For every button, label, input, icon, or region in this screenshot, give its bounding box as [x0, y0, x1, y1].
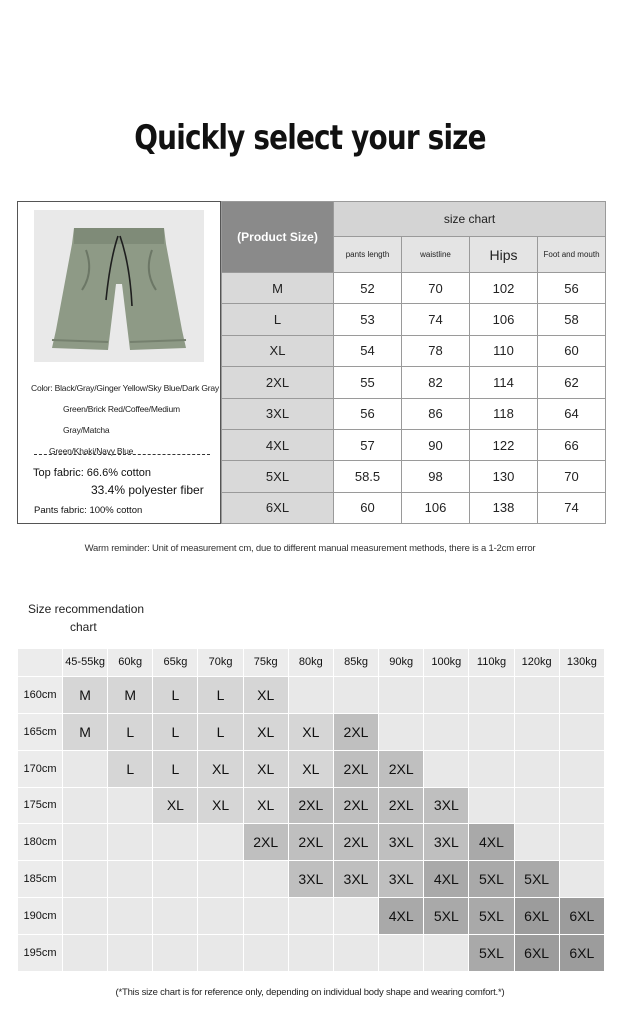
- empty-cell: [63, 751, 107, 787]
- height-label: 185cm: [18, 861, 62, 897]
- recommendation-row: [18, 788, 604, 824]
- empty-cell: [515, 788, 559, 824]
- empty-cell: [289, 935, 333, 971]
- empty-cell: [198, 824, 242, 860]
- size-value: 122: [470, 429, 538, 460]
- recommended-size: 2XL: [289, 788, 333, 824]
- recommended-size: L: [198, 714, 242, 750]
- shorts-icon: [34, 210, 204, 362]
- weight-header: 60kg: [108, 649, 152, 676]
- recommended-size: XL: [289, 714, 333, 750]
- recommended-size: 2XL: [334, 751, 378, 787]
- column-header: pants length: [334, 237, 402, 273]
- empty-cell: [560, 824, 604, 860]
- size-value: 53: [334, 304, 402, 335]
- recommended-size: 3XL: [334, 861, 378, 897]
- empty-cell: [63, 788, 107, 824]
- empty-cell: [153, 898, 197, 934]
- empty-cell: [424, 677, 468, 713]
- empty-cell: [289, 677, 333, 713]
- empty-cell: [469, 677, 513, 713]
- size-value: 56: [538, 273, 606, 304]
- size-value: 66: [538, 429, 606, 460]
- weight-header: 75kg: [244, 649, 288, 676]
- recommended-size: XL: [289, 751, 333, 787]
- weight-header: 90kg: [379, 649, 423, 676]
- weight-header: 120kg: [515, 649, 559, 676]
- recommended-size: 4XL: [379, 898, 423, 934]
- weight-header: 100kg: [424, 649, 468, 676]
- recommendation-row: [18, 935, 604, 971]
- empty-cell: [63, 898, 107, 934]
- empty-cell: [63, 824, 107, 860]
- size-value: 70: [538, 461, 606, 492]
- size-row: [222, 492, 606, 523]
- height-label: 170cm: [18, 751, 62, 787]
- recommended-size: 2XL: [379, 751, 423, 787]
- empty-cell: [424, 935, 468, 971]
- recommended-size: 5XL: [469, 898, 513, 934]
- size-value: 102: [470, 273, 538, 304]
- size-value: 64: [538, 398, 606, 429]
- empty-cell: [379, 714, 423, 750]
- recommended-size: 5XL: [469, 935, 513, 971]
- recommended-size: XL: [244, 751, 288, 787]
- empty-cell: [560, 751, 604, 787]
- recommended-size: 3XL: [379, 861, 423, 897]
- recommendation-row: [18, 824, 604, 860]
- weight-header: 70kg: [198, 649, 242, 676]
- size-table: [221, 201, 606, 524]
- empty-cell: [108, 898, 152, 934]
- recommended-size: 2XL: [334, 788, 378, 824]
- size-value: 110: [470, 335, 538, 366]
- recommended-size: 2XL: [379, 788, 423, 824]
- size-value: 62: [538, 367, 606, 398]
- column-header: Hips: [470, 237, 538, 273]
- empty-cell: [244, 861, 288, 897]
- column-header: waistline: [402, 237, 470, 273]
- recommended-size: 3XL: [289, 861, 333, 897]
- recommended-size: 3XL: [379, 824, 423, 860]
- size-value: 86: [402, 398, 470, 429]
- empty-cell: [108, 824, 152, 860]
- empty-cell: [108, 861, 152, 897]
- recommendation-table: [17, 648, 605, 972]
- size-label: 2XL: [222, 367, 334, 398]
- recommended-size: 2XL: [334, 714, 378, 750]
- recommendation-row: [18, 898, 604, 934]
- empty-cell: [560, 861, 604, 897]
- recommended-size: M: [63, 677, 107, 713]
- empty-cell: [334, 935, 378, 971]
- empty-cell: [244, 898, 288, 934]
- empty-cell: [63, 935, 107, 971]
- product-size-header: (Product Size): [222, 202, 334, 273]
- weight-header: 65kg: [153, 649, 197, 676]
- size-row: [222, 398, 606, 429]
- footnote: (*This size chart is for reference only, depending on individual body shape and wearing comfort.*): [115, 987, 505, 998]
- size-row: [222, 273, 606, 304]
- recommended-size: 5XL: [469, 861, 513, 897]
- empty-cell: [560, 788, 604, 824]
- empty-cell: [334, 898, 378, 934]
- recommendation-row: [18, 751, 604, 787]
- size-value: 58: [538, 304, 606, 335]
- size-value: 78: [402, 335, 470, 366]
- recommended-size: 6XL: [515, 898, 559, 934]
- size-value: 57: [334, 429, 402, 460]
- weight-header: 85kg: [334, 649, 378, 676]
- color-options: Color: Black/Gray/Ginger Yellow/Sky Blue/Dark Gray Green/Brick Red/Coffee/Medium Gray/Matcha Green/Khaki/Navy Blue: [31, 383, 219, 456]
- size-label: 3XL: [222, 398, 334, 429]
- empty-cell: [515, 677, 559, 713]
- size-value: 52: [334, 273, 402, 304]
- recommended-size: L: [153, 751, 197, 787]
- empty-cell: [153, 824, 197, 860]
- empty-cell: [108, 935, 152, 971]
- recommended-size: 6XL: [560, 935, 604, 971]
- size-chart-header: size chart: [334, 202, 606, 237]
- empty-cell: [289, 898, 333, 934]
- empty-cell: [334, 677, 378, 713]
- size-label: 6XL: [222, 492, 334, 523]
- empty-cell: [424, 714, 468, 750]
- empty-cell: [198, 898, 242, 934]
- size-value: 82: [402, 367, 470, 398]
- divider: [34, 454, 210, 455]
- recommended-size: L: [153, 677, 197, 713]
- recommended-size: XL: [244, 677, 288, 713]
- size-label: 5XL: [222, 461, 334, 492]
- size-value: 138: [470, 492, 538, 523]
- recommended-size: 2XL: [334, 824, 378, 860]
- size-value: 60: [334, 492, 402, 523]
- empty-cell: [153, 861, 197, 897]
- corner-cell: [18, 649, 62, 676]
- empty-cell: [63, 861, 107, 897]
- empty-cell: [560, 714, 604, 750]
- recommended-size: 4XL: [469, 824, 513, 860]
- recommendation-row: [18, 677, 604, 713]
- height-label: 180cm: [18, 824, 62, 860]
- weight-header: 130kg: [560, 649, 604, 676]
- weight-header: 80kg: [289, 649, 333, 676]
- recommended-size: 6XL: [515, 935, 559, 971]
- size-value: 56: [334, 398, 402, 429]
- empty-cell: [198, 935, 242, 971]
- product-info-panel: [17, 201, 221, 524]
- size-row: [222, 429, 606, 460]
- recommended-size: M: [63, 714, 107, 750]
- recommended-size: 3XL: [424, 788, 468, 824]
- column-header: Foot and mouth: [538, 237, 606, 273]
- size-value: 114: [470, 367, 538, 398]
- recommended-size: L: [108, 714, 152, 750]
- empty-cell: [469, 751, 513, 787]
- page-title: Quickly select your size: [134, 118, 486, 158]
- recommended-size: L: [198, 677, 242, 713]
- size-chart-section: [17, 201, 605, 524]
- shorts-image: [34, 210, 204, 362]
- size-value: 74: [538, 492, 606, 523]
- recommended-size: 2XL: [244, 824, 288, 860]
- empty-cell: [424, 751, 468, 787]
- top-fabric-polyester: 33.4% polyester fiber: [91, 483, 204, 497]
- size-row: [222, 461, 606, 492]
- height-label: 190cm: [18, 898, 62, 934]
- recommended-size: 2XL: [289, 824, 333, 860]
- size-value: 130: [470, 461, 538, 492]
- recommended-size: 5XL: [424, 898, 468, 934]
- size-label: L: [222, 304, 334, 335]
- recommended-size: 5XL: [515, 861, 559, 897]
- empty-cell: [108, 788, 152, 824]
- recommended-size: XL: [153, 788, 197, 824]
- height-label: 195cm: [18, 935, 62, 971]
- recommended-size: L: [108, 751, 152, 787]
- size-value: 90: [402, 429, 470, 460]
- recommendation-row: [18, 861, 604, 897]
- pants-fabric: Pants fabric: 100% cotton: [34, 505, 143, 516]
- empty-cell: [244, 935, 288, 971]
- empty-cell: [560, 677, 604, 713]
- size-row: [222, 335, 606, 366]
- height-label: 160cm: [18, 677, 62, 713]
- size-value: 60: [538, 335, 606, 366]
- empty-cell: [469, 714, 513, 750]
- recommendation-row: [18, 714, 604, 750]
- empty-cell: [515, 824, 559, 860]
- size-label: 4XL: [222, 429, 334, 460]
- height-label: 175cm: [18, 788, 62, 824]
- size-value: 106: [470, 304, 538, 335]
- empty-cell: [469, 788, 513, 824]
- recommended-size: 6XL: [560, 898, 604, 934]
- recommended-size: XL: [244, 714, 288, 750]
- recommended-size: XL: [198, 751, 242, 787]
- recommended-size: XL: [244, 788, 288, 824]
- empty-cell: [515, 751, 559, 787]
- size-value: 70: [402, 273, 470, 304]
- empty-cell: [153, 935, 197, 971]
- recommended-size: L: [153, 714, 197, 750]
- warm-reminder: Warm reminder: Unit of measurement cm, due to different manual measurement methods, there is a 1-2cm error: [84, 543, 536, 554]
- recommended-size: 4XL: [424, 861, 468, 897]
- top-fabric: Top fabric: 66.6% cotton: [33, 467, 152, 479]
- size-label: M: [222, 273, 334, 304]
- recommended-size: 3XL: [424, 824, 468, 860]
- empty-cell: [379, 935, 423, 971]
- recommendation-title: Size recommendation chart: [28, 602, 145, 634]
- size-value: 118: [470, 398, 538, 429]
- size-value: 98: [402, 461, 470, 492]
- size-value: 55: [334, 367, 402, 398]
- recommended-size: XL: [198, 788, 242, 824]
- empty-cell: [198, 861, 242, 897]
- size-value: 74: [402, 304, 470, 335]
- weight-header: 45-55kg: [63, 649, 107, 676]
- empty-cell: [379, 677, 423, 713]
- weight-header: 110kg: [469, 649, 513, 676]
- size-label: XL: [222, 335, 334, 366]
- size-value: 54: [334, 335, 402, 366]
- size-row: [222, 304, 606, 335]
- size-value: 58.5: [334, 461, 402, 492]
- size-row: [222, 367, 606, 398]
- recommended-size: M: [108, 677, 152, 713]
- empty-cell: [515, 714, 559, 750]
- height-label: 165cm: [18, 714, 62, 750]
- size-value: 106: [402, 492, 470, 523]
